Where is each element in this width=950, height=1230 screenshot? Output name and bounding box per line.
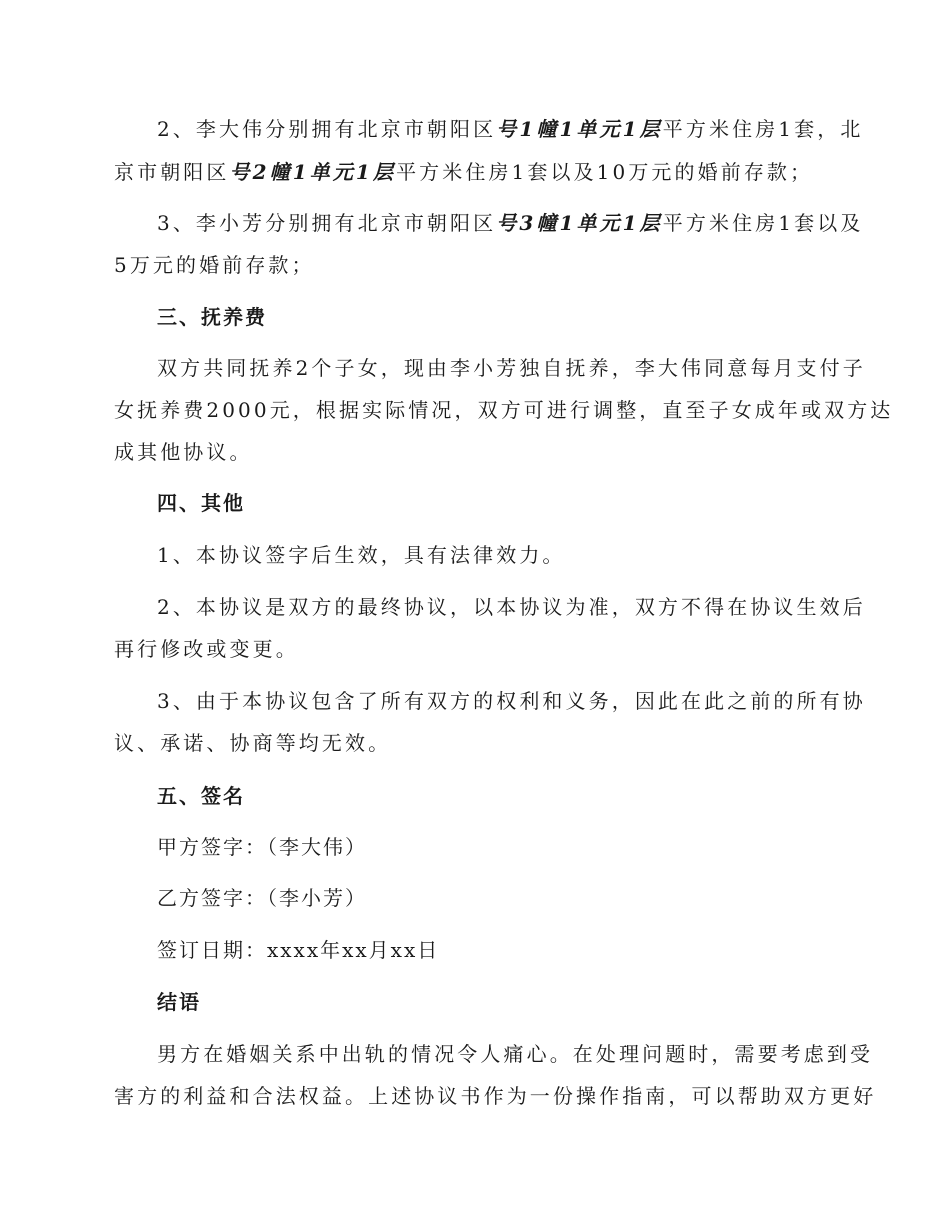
section-title-other: 四、其他 xyxy=(157,491,245,515)
item2-suffix: 平方米住房1套以及10万元的婚前存款； xyxy=(396,160,814,184)
paragraph-line: 女抚养费2000元，根据实际情况，双方可进行调整，直至子女成年或双方达 xyxy=(114,398,894,422)
item2-line1 xyxy=(157,115,863,143)
item3-prefix: 3、李小芳分别拥有北京市朝阳区 xyxy=(157,211,497,235)
item3-line1 xyxy=(157,209,863,237)
party-a-signature: 甲方签字：（李大伟） xyxy=(157,835,367,859)
section-title-conclusion: 结语 xyxy=(157,990,201,1014)
paragraph-line: 成其他协议。 xyxy=(114,440,253,464)
item2-address1: 号1幢1单元1层 xyxy=(496,117,663,141)
item2-line2 xyxy=(114,158,813,186)
item2-address2: 号2幢1单元1层 xyxy=(229,160,397,184)
other-item2-line1: 2、本协议是双方的最终协议，以本协议为准，双方不得在协议生效后 xyxy=(157,595,866,619)
item3-line2: 5万元的婚前存款； xyxy=(114,253,315,277)
paragraph-line: 双方共同抚养2个子女，现由李小芳独自抚养，李大伟同意每月支付子 xyxy=(157,356,866,380)
item2-prefix: 2、李大伟分别拥有北京市朝阳区 xyxy=(157,117,497,141)
item2-line2-prefix: 京市朝阳区 xyxy=(114,160,230,184)
item2-mid: 平方米住房1套，北 xyxy=(662,117,864,141)
other-item1: 1、本协议签字后生效，具有法律效力。 xyxy=(157,543,566,567)
party-b-signature: 乙方签字：（李小芳） xyxy=(157,886,367,910)
signing-date: 签订日期：xxxx年xx月xx日 xyxy=(157,938,440,962)
section-title-signature: 五、签名 xyxy=(157,784,245,808)
other-item2-line2: 再行修改或变更。 xyxy=(114,637,299,661)
conclusion-line: 害方的利益和合法权益。上述协议书作为一份操作指南，可以帮助双方更好 xyxy=(114,1084,877,1108)
item3-address: 号3幢1单元1层 xyxy=(496,211,663,235)
other-item3-line2: 议、承诺、协商等均无效。 xyxy=(114,731,392,755)
item3-mid: 平方米住房1套以及 xyxy=(662,211,864,235)
conclusion-line: 男方在婚姻关系中出轨的情况令人痛心。在处理问题时，需要考虑到受 xyxy=(157,1042,874,1066)
section-title-support: 三、抚养费 xyxy=(157,305,267,329)
other-item3-line1: 3、由于本协议包含了所有双方的权利和义务，因此在此之前的所有协 xyxy=(157,689,866,713)
